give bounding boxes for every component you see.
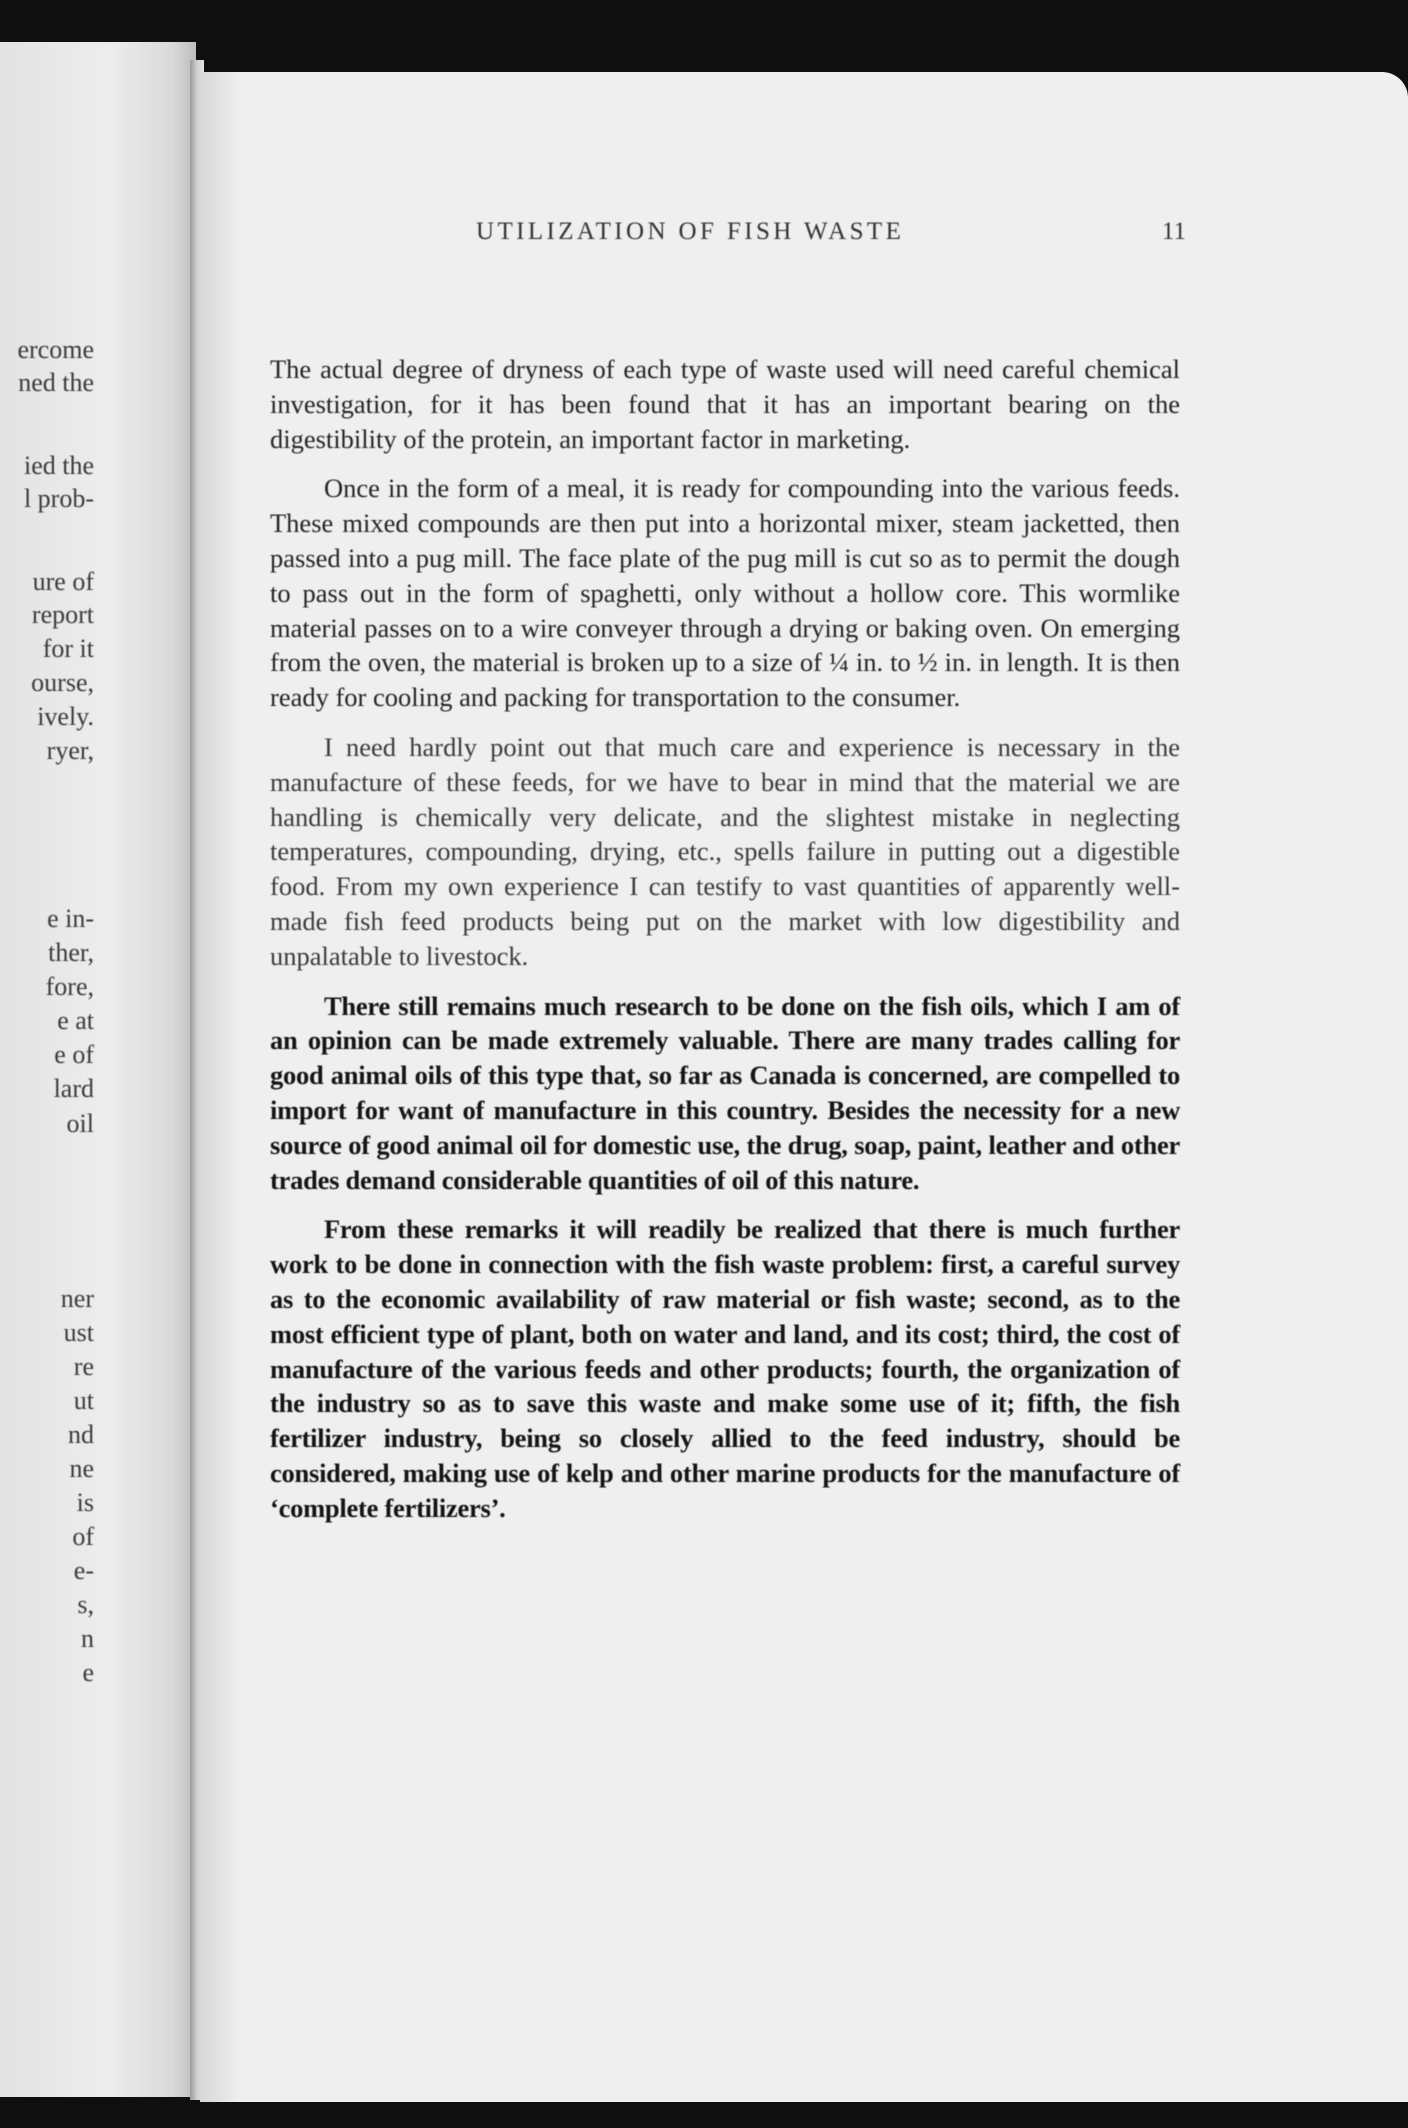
facing-page-line: ively. xyxy=(37,702,94,731)
facing-page-line: ner xyxy=(60,1284,94,1313)
facing-page-line: re xyxy=(73,1352,94,1381)
facing-page-line: e xyxy=(82,1658,94,1687)
facing-page-line: report xyxy=(31,600,94,629)
running-title: UTILIZATION OF FISH WASTE xyxy=(476,218,905,245)
facing-page-line: is xyxy=(76,1488,94,1517)
facing-page xyxy=(0,42,196,2097)
facing-page-line: n xyxy=(81,1624,94,1653)
facing-page-line: fore, xyxy=(45,972,94,1001)
facing-page-line: lard xyxy=(53,1074,94,1103)
facing-page-line: ied the xyxy=(23,451,94,480)
facing-page-line: s, xyxy=(77,1590,94,1619)
facing-page-line: nd xyxy=(68,1420,94,1449)
body-text xyxy=(270,352,1180,1541)
facing-page-line: ryer, xyxy=(46,736,94,765)
facing-page-line: ure of xyxy=(32,567,94,596)
facing-page-line: ther, xyxy=(48,938,94,967)
facing-page-line: for it xyxy=(42,634,94,663)
running-head xyxy=(278,218,1186,254)
facing-page-line: ourse, xyxy=(31,668,94,697)
facing-page-line: of xyxy=(72,1522,94,1551)
facing-page-line: l prob- xyxy=(23,484,94,513)
facing-page-line: ne xyxy=(69,1454,94,1483)
paragraph: From these remarks it will readily be realized that there is much further work to be done in connection with the fish waste problem: first, a careful survey as to the economic availability of raw material or fish waste; second, as to the most efficient type of plant, both on water and land, and its cost; third, the cost of manufacture of the various feeds and other products; fourth, the organization of the industry so as to save this waste and make some use of it; fifth, the fish fertilizer industry, being so closely allied to the feed industry, should be considered, making use of kelp and other marine products for the manufacture of ‘complete fertilizers’. xyxy=(270,1214,1180,1523)
paragraph: I need hardly point out that much care and experience is necessary in the manufacture of these feeds, for we have to bear in mind that the material we are handling is chemically very delicate, and the slightest mistake in neglecting temperatures, compounding, drying, etc., spells failure in putting out a digestible food. From my own experience I can testify to vast quantities of apparently well-made fish feed products being put on the market with low digestibility and unpalatable to livestock. xyxy=(270,731,1180,971)
facing-page-line: ut xyxy=(73,1386,94,1415)
page-number: 11 xyxy=(1161,218,1186,245)
paragraph: Once in the form of a meal, it is ready for compounding into the various feeds. These mixed compounds are then put into a horizontal mixer, steam jacketted, then passed into a pug mill. The face plate of the pug mill is cut so as to permit the dough to pass out in the form of spaghetti, only without a hollow core. This wormlike material passes on to a wire conveyer through a drying or baking oven. On emerging from the oven, the material is broken up to a size of ¼ in. to ½ in. in length. It is then ready for cooling and packing for transportation to the consumer. xyxy=(270,473,1180,713)
facing-page-line: e- xyxy=(73,1556,94,1585)
paragraph: The actual degree of dryness of each type of waste used will need careful chemical investigation, for it has been found that it has an important bearing on the digestibility of the protein, an important factor in marketing. xyxy=(270,354,1180,454)
facing-page-line: ned the xyxy=(18,368,94,397)
facing-page-line: ust xyxy=(63,1318,94,1347)
facing-page-line: e at xyxy=(57,1006,94,1035)
facing-page-line: e of xyxy=(54,1040,94,1069)
paragraph: There still remains much research to be done on the fish oils, which I am of an opinion can be made extremely valuable. There are many trades calling for good animal oils of this type that, so far as Canada is concerned, are compelled to import for want of manufacture in this country. Besides the necessity for a new source of good animal oil for domestic use, the drug, soap, paint, leather and other trades demand considerable quantities of oil of this nature. xyxy=(270,990,1180,1195)
facing-page-line: oil xyxy=(66,1109,94,1138)
facing-page-line: ercome xyxy=(17,335,94,364)
facing-page-line: e in- xyxy=(47,904,94,933)
